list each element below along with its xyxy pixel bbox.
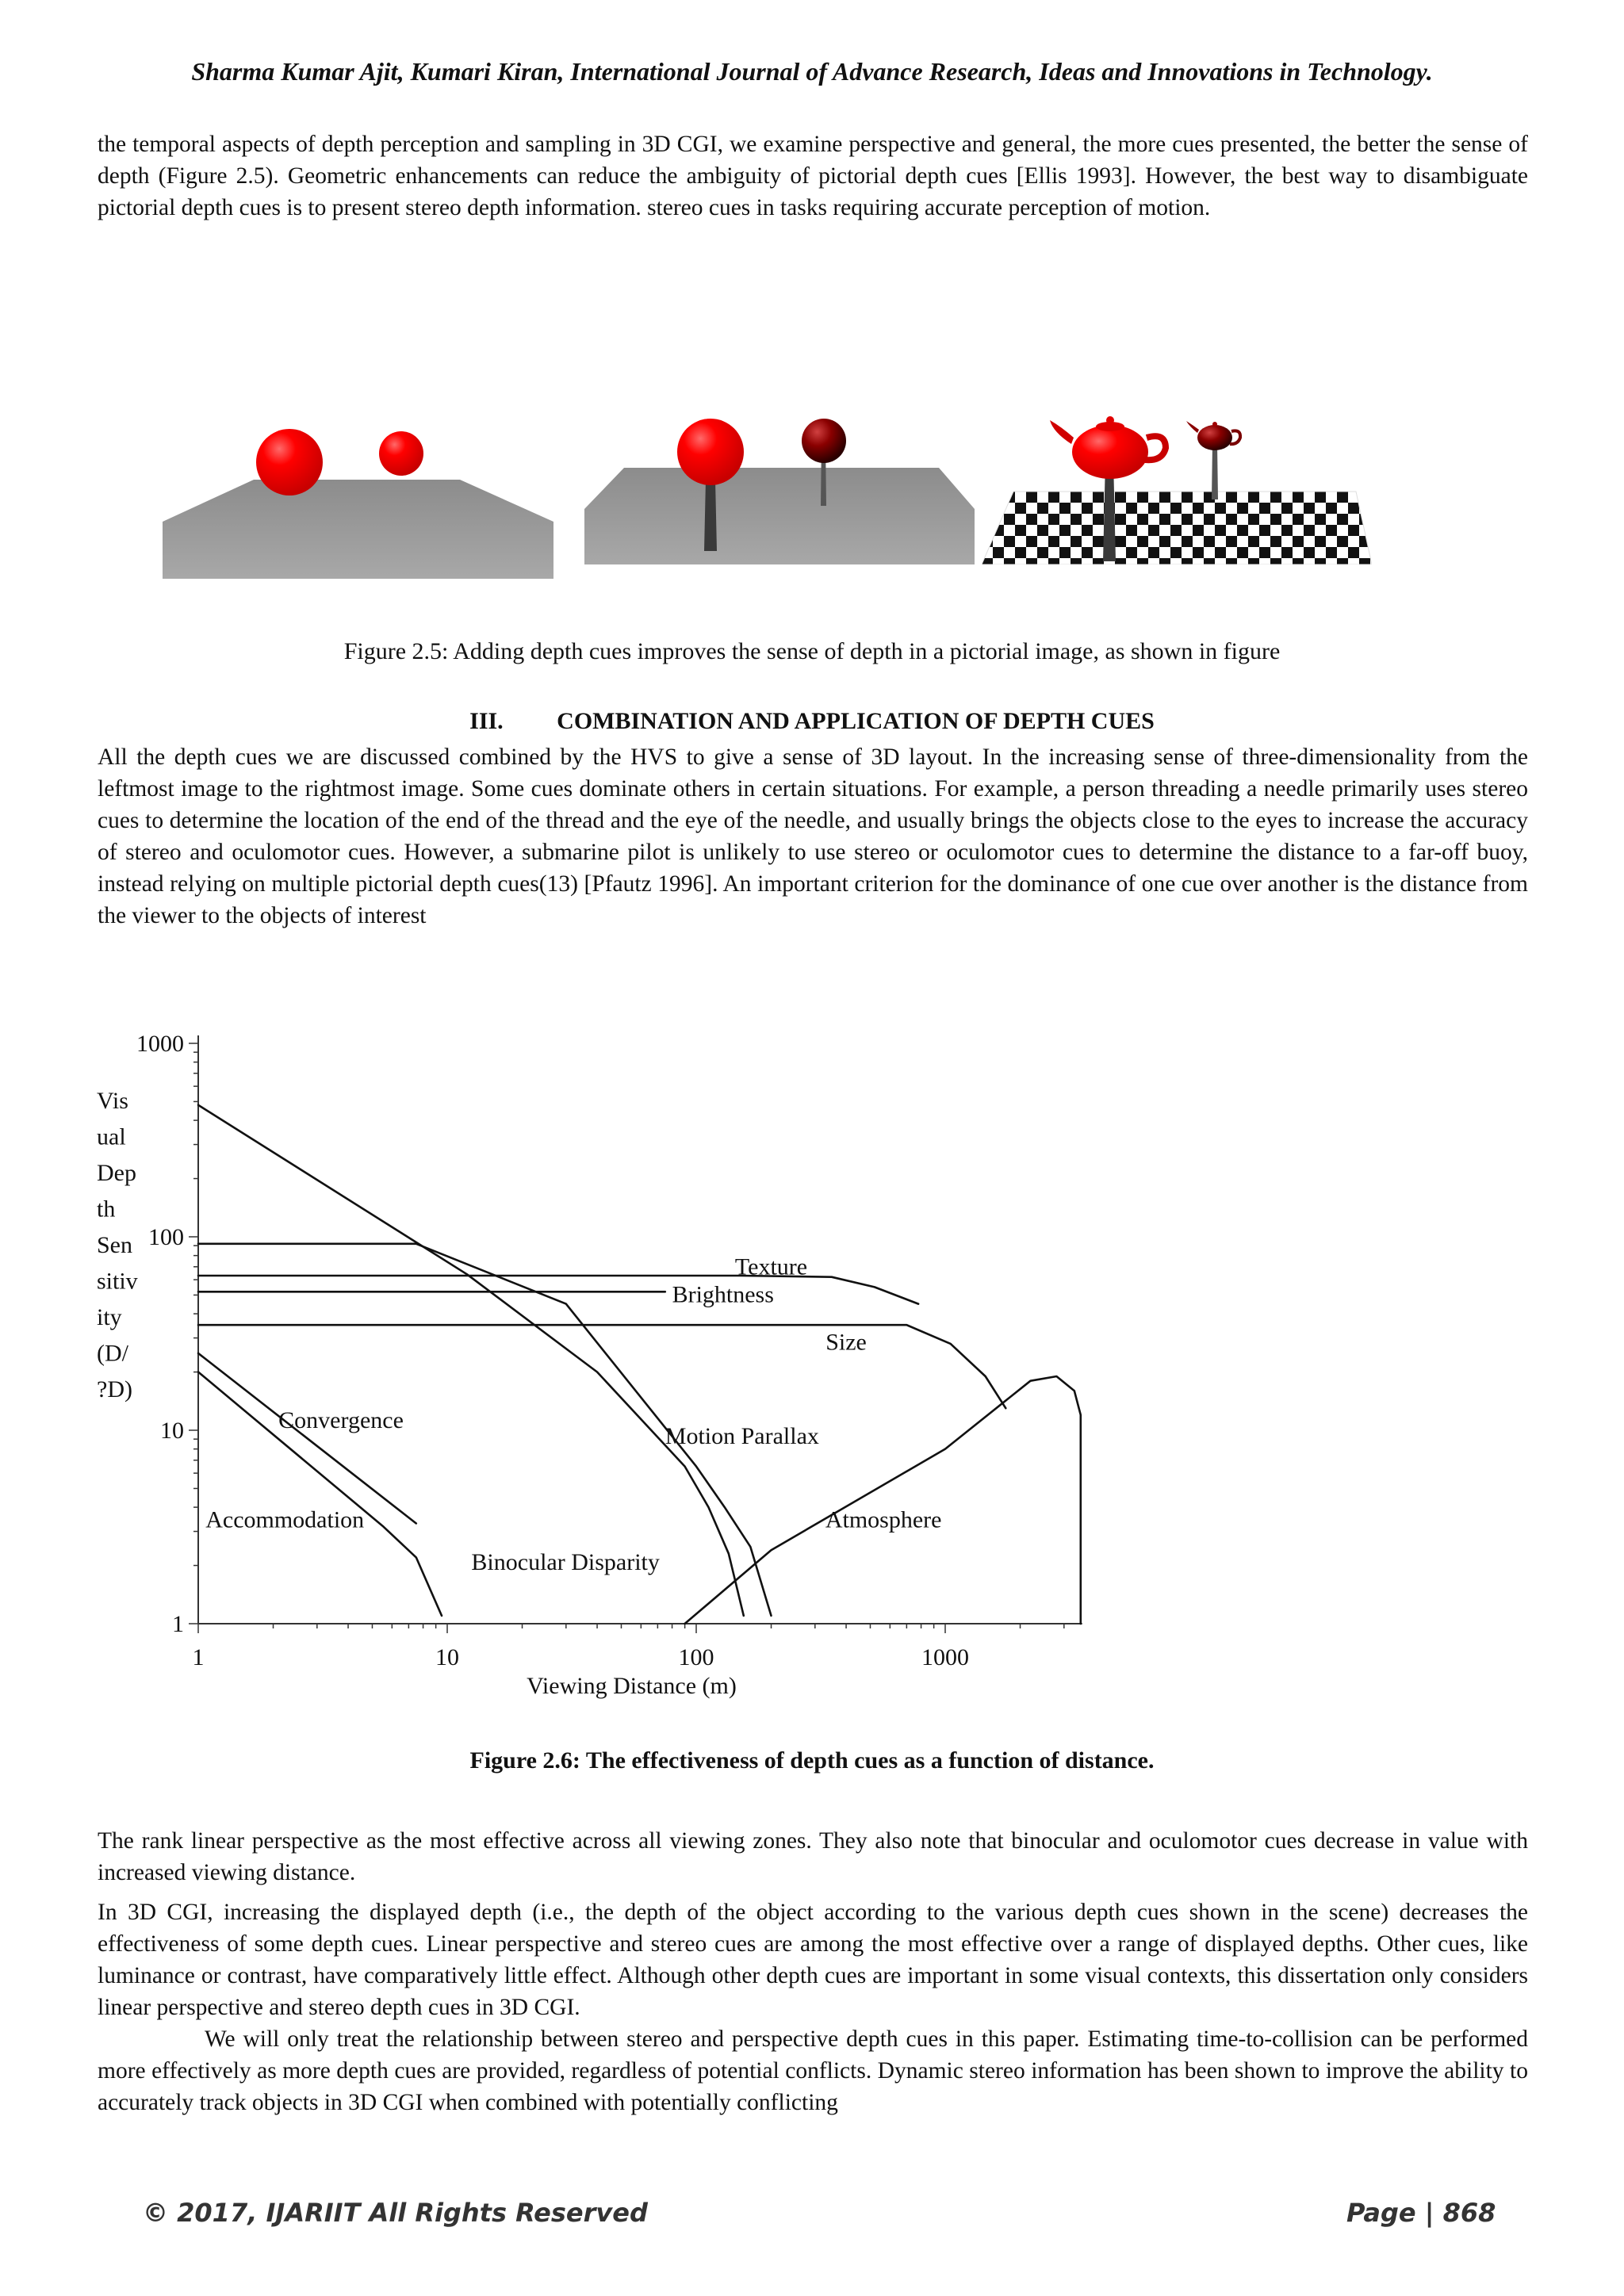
teapot-near — [1050, 416, 1166, 479]
annotation-atmosphere: Atmosphere — [825, 1506, 942, 1533]
stalk-far — [1212, 444, 1218, 499]
y-tick-label: 1 — [172, 1611, 184, 1637]
section-heading — [0, 708, 1624, 735]
series-line-texture — [198, 1276, 918, 1304]
section-paragraph: All the depth cues we are discussed combined by the HVS to give a sense of 3D layout. In the increasing sense of three-dimensionality from the leftmost image to the rightmost image. Some cues dominate others in certain situations. For example, a person threading a needle primarily uses stereo cues to determine the location of the end of the thread and the eye of the needle, and usually brings the objects close to the eyes to increase the accuracy of stereo and oculomotor cues. However, a submarine pilot is unlikely to use stereo or oculomotor cues to determine the distance to a far-off buoy, instead relying on multiple pictorial depth cues(13) [Pfautz 1996]. An important criterion for the dominance of one cue over another is the distance from the viewer to the objects of interest — [98, 744, 1528, 928]
figure-2-5-panel-spheres — [163, 270, 553, 579]
y-axis-label-line: ual — [97, 1123, 126, 1150]
sphere-far — [802, 419, 846, 463]
y-axis-label-line: Vis — [97, 1088, 128, 1114]
section-title: COMBINATION AND APPLICATION OF DEPTH CUES — [557, 708, 1155, 734]
y-axis-label-line: sitiv — [97, 1268, 138, 1295]
x-tick-label: 1000 — [921, 1644, 969, 1670]
annotation-accommodation: Accommodation — [205, 1506, 365, 1533]
y-axis-label-line: ?D) — [97, 1376, 132, 1402]
section-number: III. — [469, 708, 504, 734]
gray-plane — [163, 480, 553, 579]
gray-plane — [584, 468, 975, 564]
intro-paragraph: the temporal aspects of depth perception and sampling in 3D CGI, we examine perspective and general, the more cues presented, the better the sense of depth (Figure 2.5). Geometric enhancements can reduce the ambiguity of pictorial depth cues [Ellis 1993]. However, the best way to disambiguate pictorial depth cues is to present stereo depth information. stereo cues in tasks requiring accurate perception of motion. — [98, 132, 1528, 220]
paragraph-stereo: We will only treat the relationship between stereo and perspective depth cues in this paper. Estimating time-to-collision can be performed more effectively as more depth cues are provided, regardless of potential conflicts. Dynamic stereo information has been shown to improve the ability to accurately track objects in 3D CGI when combined with potentially conflicting — [98, 2026, 1528, 2115]
series-line-convergence — [198, 1353, 416, 1524]
red-sphere-far — [379, 431, 423, 476]
sphere-near — [677, 419, 744, 485]
paragraph-3d-cgi: In 3D CGI, increasing the displayed depth (i.e., the depth of the object according to the various depth cues shown in the scene) decreases the effectiveness of some depth cues. Linear perspective and stereo cues are among the most effective over a range of displayed depths. Other cues, like luminance or contrast, have comparatively little effect. Although other depth cues are important in some visual contexts, this dissertation only considers linear perspective and stereo depth cues in 3D CGI. — [98, 1900, 1528, 2020]
y-axis-label-line: Dep — [97, 1160, 136, 1186]
chart-axes — [189, 1035, 1082, 1633]
x-tick-label: 1 — [192, 1644, 205, 1670]
series-line-size — [198, 1325, 1005, 1408]
running-title: Sharma Kumar Ajit, Kumari Kiran, International Journal of Advance Research, Ideas and Innovations in Technology. — [191, 57, 1433, 86]
figure-2-6-chart — [79, 1007, 1126, 1712]
teapot-far — [1186, 421, 1240, 450]
y-axis-label-line: (D/ — [97, 1340, 128, 1367]
y-axis-label-line: Sen — [97, 1232, 132, 1258]
footer-page-number: Page | 868 — [1346, 2198, 1496, 2228]
red-sphere-near — [256, 429, 323, 496]
x-tick-label: 100 — [678, 1644, 714, 1670]
paragraph-rank: The rank linear perspective as the most effective across all viewing zones. They also note that binocular and oculomotor cues decrease in value with increased viewing distance. — [98, 1828, 1528, 1885]
series-line-binocular-disparity — [198, 1105, 744, 1616]
y-tick-label: 1000 — [136, 1031, 184, 1057]
figure-2-6-caption: Figure 2.6: The effectiveness of depth cues as a function of distance. — [469, 1747, 1155, 1774]
checkerboard-plane — [982, 492, 1372, 564]
y-axis-label-line: ity — [97, 1304, 122, 1330]
series-line-atmosphere — [685, 1376, 1081, 1624]
figure-2-5-panel-teapots — [982, 270, 1372, 564]
annotation-convergence: Convergence — [278, 1406, 404, 1433]
figure-2-5-panel-stalks — [584, 270, 975, 564]
annotation-texture: Texture — [734, 1253, 808, 1280]
annotation-size: Size — [825, 1329, 867, 1356]
x-tick-label: 10 — [435, 1644, 459, 1670]
y-tick-label: 10 — [160, 1418, 184, 1444]
annotation-brightness: Brightness — [672, 1281, 774, 1308]
figure-2-5-caption: Figure 2.5: Adding depth cues improves the sense of depth in a pictorial image, as shown in figure — [343, 638, 1281, 664]
annotation-motion-parallax: Motion Parallax — [665, 1423, 819, 1450]
y-tick-label: 100 — [148, 1224, 184, 1250]
annotation-binocular-disparity: Binocular Disparity — [471, 1548, 660, 1575]
y-axis-label-line: th — [97, 1196, 116, 1223]
chart-labels — [97, 1031, 969, 1699]
chart-series — [198, 1105, 1081, 1624]
x-axis-label: Viewing Distance (m) — [527, 1673, 737, 1699]
footer-copyright: © 2017, IJARIIT All Rights Reserved — [143, 2198, 648, 2228]
